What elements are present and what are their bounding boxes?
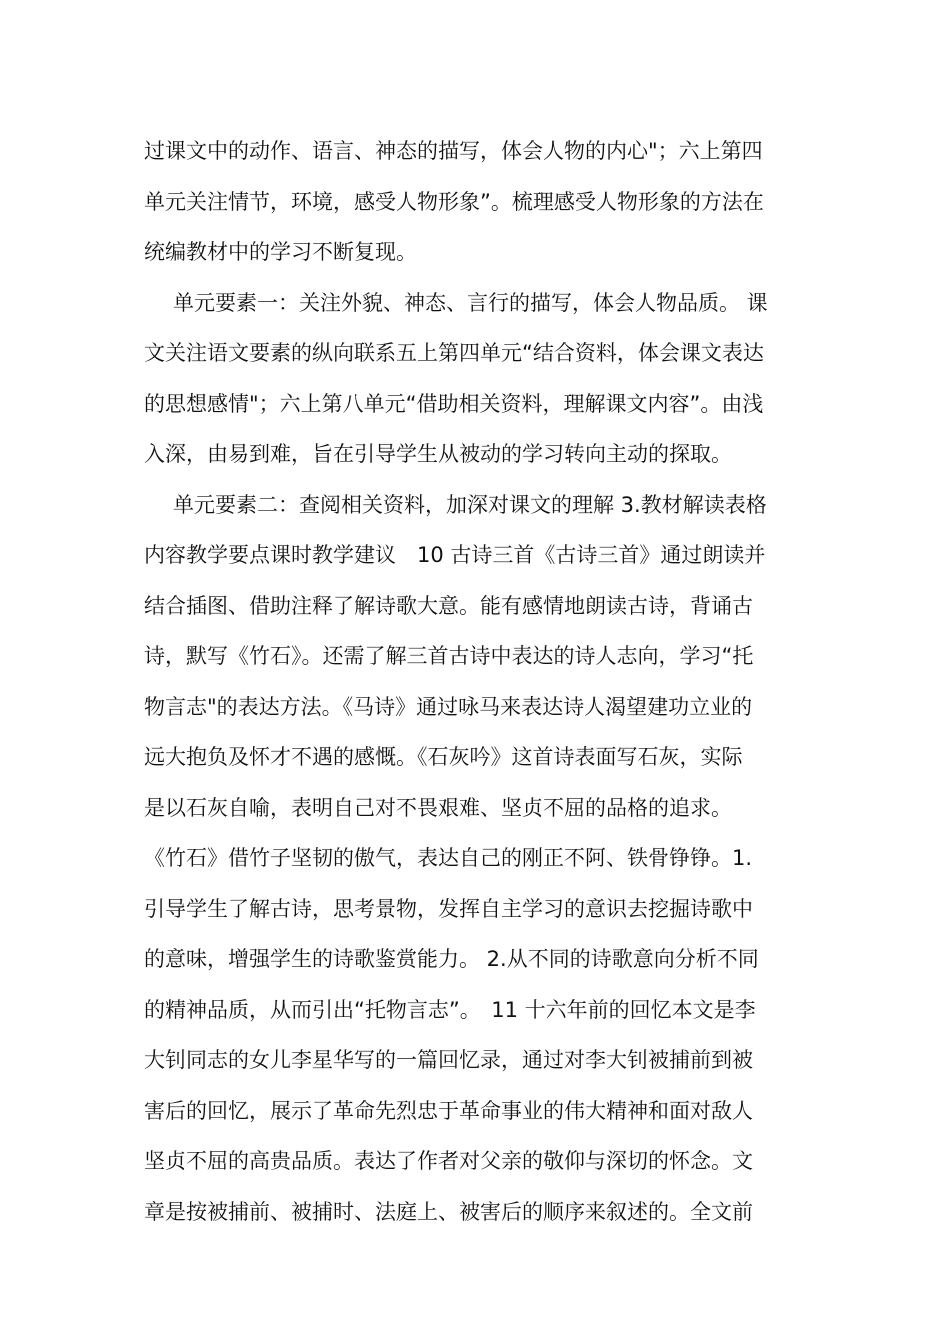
- body-text: [144, 126, 810, 1237]
- text-line: 是以石灰自喻，表明自己对不畏艰难、坚贞不屈的品格的追求。: [144, 795, 732, 820]
- text-line: 文关注语文要素的纵向联系五上第四单元“结合资料，体会课文表达: [144, 341, 764, 365]
- text-line: 诗，默写《竹石》。还需了解三首古诗中表达的诗人志向，学习“托: [144, 644, 754, 668]
- text-line: 的意味，增强学生的诗歌鉴赏能力。 2.从不同的诗歌意向分析不同: [144, 947, 759, 971]
- text-line: 引导学生了解古诗，思考景物，发挥自主学习的意识去挖掘诗歌中: [144, 896, 753, 921]
- text-line: 内容教学要点课时教学建议 10 古诗三首《古诗三首》通过朗读并: [144, 543, 766, 567]
- paragraph-start-line: 单元要素二：查阅相关资料，加深对课文的理解 3.教材解读表格: [173, 492, 767, 517]
- text-line: 统编教材中的学习不断复现。: [144, 240, 417, 264]
- text-line: 远大抱负及怀才不遇的感慨。《石灰吟》这首诗表面写石灰，实际: [144, 745, 743, 769]
- text-line: 的思想感情"；六上第八单元“借助相关资料，理解课文内容”。由浅: [144, 391, 764, 416]
- text-line: 物言志"的表达方法。《马诗》通过咏马来表达诗人渴望建功立业的: [144, 694, 753, 719]
- text-line: 的精神品质，从而引出“托物言志”。 11 十六年前的回忆本文是李: [144, 997, 756, 1022]
- text-line: 害后的回忆，展示了革命先烈忠于革命事业的伟大精神和面对敌人: [144, 1098, 753, 1123]
- text-line: 大钊同志的女儿李星华写的一篇回忆录，通过对李大钊被捕前到被: [144, 1048, 753, 1072]
- text-line: 《竹石》借竹子坚韧的傲气，表达自己的刚正不阿、铁骨铮铮。1.: [144, 846, 753, 870]
- text-line: 过课文中的动作、语言、神态的描写，体会人物的内心"；六上第四: [144, 139, 763, 163]
- text-line: 结合插图、借助注释了解诗歌大意。能有感情地朗读古诗，背诵古: [144, 593, 753, 618]
- text-line: 坚贞不屈的高贵品质。表达了作者对父亲的敬仰与深切的怀念。文: [144, 1149, 753, 1173]
- text-line: 章是按被捕前、被捕时、法庭上、被害后的顺序来叙述的。全文前: [144, 1199, 753, 1224]
- text-line: 单元关注情节，环境，感受人物形象”。梳理感受人物形象的方法在: [144, 189, 764, 214]
- paragraph-start-line: 单元要素一：关注外貌、神态、言行的描写，体会人物品质。 课: [173, 290, 768, 315]
- text-line: 入深，由易到难，旨在引导学生从被动的学习转向主动的探取。: [144, 442, 732, 466]
